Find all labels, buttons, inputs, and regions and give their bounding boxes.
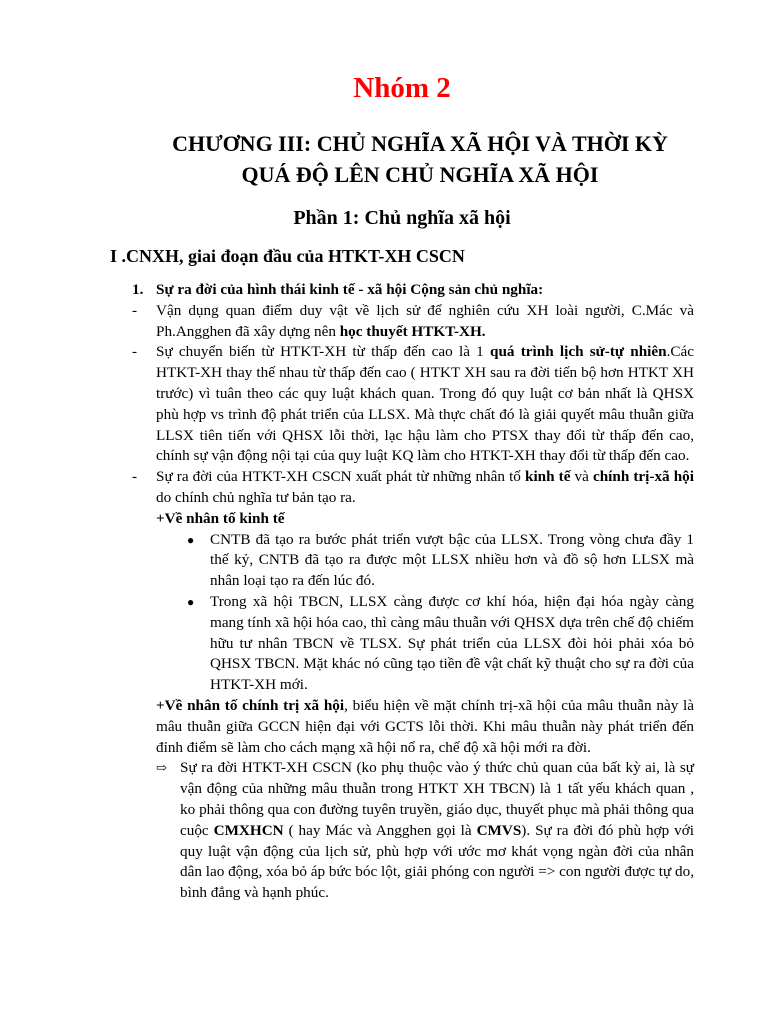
dash-marker: - <box>132 468 138 486</box>
dash-item-1 <box>110 301 694 343</box>
dash-item-3 <box>110 467 694 509</box>
political-factor-text: , biểu hiện về mặt chính trị-xã hội của mâu thuẫn này là mâu thuẫn giữa GCCN hiện đại với GCTS lỗi thời. Khi mâu thuẫn này phát triển đến đỉnh điểm sẽ làm cho cách mạng xã hội nổ ra, chế độ xã hội mới ra đời. <box>156 696 694 756</box>
bullet-1-text: CNTB đã tạo ra bước phát triển vượt bậc của LLSX. Trong vòng chưa đầy 1 thế kỷ, CNTB đã tạo ra được một LLSX nhiều hơn và đồ sộ hơn LLSX mà nhân loại tạo ra đến lúc đó. <box>210 530 694 590</box>
dash-1-text: Vận dụng quan điểm duy vật về lịch sử để nghiên cứu XH loài người, C.Mác và Ph.Angghen đã xây dựng nên <box>156 301 694 340</box>
dash-item-2 <box>110 342 694 467</box>
dash-2-bold: quá trình lịch sử-tự nhiên <box>490 343 667 361</box>
arrow-right-icon: ⇨ <box>156 760 167 776</box>
political-factor-bold: +Về nhân tố chính trị xã hội <box>156 696 345 714</box>
chapter-title <box>110 128 730 190</box>
economic-factor-heading-text: +Về nhân tố kinh tế <box>156 509 285 527</box>
economic-factor-heading <box>110 509 694 530</box>
dash-marker: - <box>132 343 138 361</box>
arrow-bold-a: CMXHCN <box>213 821 284 839</box>
bullet-item-2 <box>110 592 694 696</box>
dash-3-bold-a: kinh tế <box>525 468 571 486</box>
chapter-title-line2: QUÁ ĐỘ LÊN CHỦ NGHĨA XÃ HỘI <box>241 162 599 187</box>
political-factor-paragraph <box>110 696 694 758</box>
arrow-bold-b: CMVS <box>476 821 522 839</box>
numbered-heading-text: Sự ra đời của hình thái kinh tế - xã hội Cộng sản chủ nghĩa: <box>156 281 544 298</box>
dash-3-text-b: và <box>570 468 593 486</box>
dash-3-text-a: Sự ra đời của HTKT-XH CSCN xuất phát từ những nhân tố <box>156 468 525 486</box>
part-title: Phần 1: Chủ nghĩa xã hội <box>293 207 511 229</box>
dash-1-bold: học thuyết HTKT-XH. <box>339 322 486 340</box>
bullet-2-text: Trong xã hội TBCN, LLSX càng được cơ khí hóa, hiện đại hóa ngày càng mang tính xã hội hóa cao, thì càng mâu thuẫn với QHSX dựa trên chế độ chiếm hữu tư nhân TBCN về TLSX. Sự phát triển của LLSX đòi hỏi phải xóa bỏ QHSX TBCN. Mặt khác nó cũng tạo tiền đề vật chất kỹ thuật cho sự ra đời của HTKT-XH mới. <box>210 592 694 694</box>
bullet-item-1 <box>110 530 694 592</box>
arrow-text-b: ( hay Mác và Angghen gọi là <box>283 821 477 839</box>
dash-2-text-a: Sự chuyển biến từ HTKT-XH từ thấp đến cao là 1 <box>156 343 491 361</box>
arrow-text-c: ). Sự ra đời đó phù hợp với quy luật vận động của lịch sử, phù hợp với ước mơ khát vọng ngàn đời của nhân dân lao động, xóa bỏ áp bức bóc lột, giải phóng con người => con người được tự do, bình đẳng và hạnh phúc. <box>180 821 694 902</box>
group-title: Nhóm 2 <box>353 72 451 104</box>
arrow-text-a: Sự ra đời HTKT-XH CSCN (ko phụ thuộc vào ý thức chủ quan của bất kỳ ai, là sự vận động của những mâu thuẫn trong HTKT XH TBCN) là 1 tất yếu khách quan , ko phải thông qua con đường tuyên truyền, giáo dục, thuyết phục mà phải thông qua cuộc <box>180 759 694 839</box>
arrow-item <box>110 758 694 904</box>
bullet-marker: ● <box>187 594 195 609</box>
chapter-title-line1: CHƯƠNG III: CHỦ NGHĨA XÃ HỘI VÀ THỜI KỲ <box>172 131 668 156</box>
number-marker: 1. <box>132 281 144 298</box>
dash-marker: - <box>132 301 138 319</box>
dash-3-bold-b: chính trị-xã hội <box>592 468 694 486</box>
section-title: I .CNXH, giai đoạn đầu của HTKT-XH CSCN <box>110 246 465 266</box>
numbered-heading <box>110 280 694 301</box>
document-body <box>110 280 694 904</box>
dash-3-text-c: do chính chủ nghĩa tư bản tạo ra. <box>156 488 356 506</box>
dash-2-text-b: .Các HTKT-XH thay thế nhau từ thấp đến cao ( HTKT XH sau ra đời tiến bộ hơn HTKT XH trước) vì tuân theo các quy luật khách quan. Trong đó quy luật cơ bản nhất là QHSX phù hợp vs trình độ phát triển của LLSX. Mà thực chất đó là giải quyết mâu thuẫn giữa LLSX tiên tiến với QHSX lỗi thời, lạc hậu làm cho PTSX thay đổi từ thấp đến cao, chính sự vận động nội tại của quy luật KQ làm cho HTKT-XH thay đổi từ thấp đến cao. <box>156 343 694 465</box>
bullet-marker: ● <box>187 532 195 547</box>
